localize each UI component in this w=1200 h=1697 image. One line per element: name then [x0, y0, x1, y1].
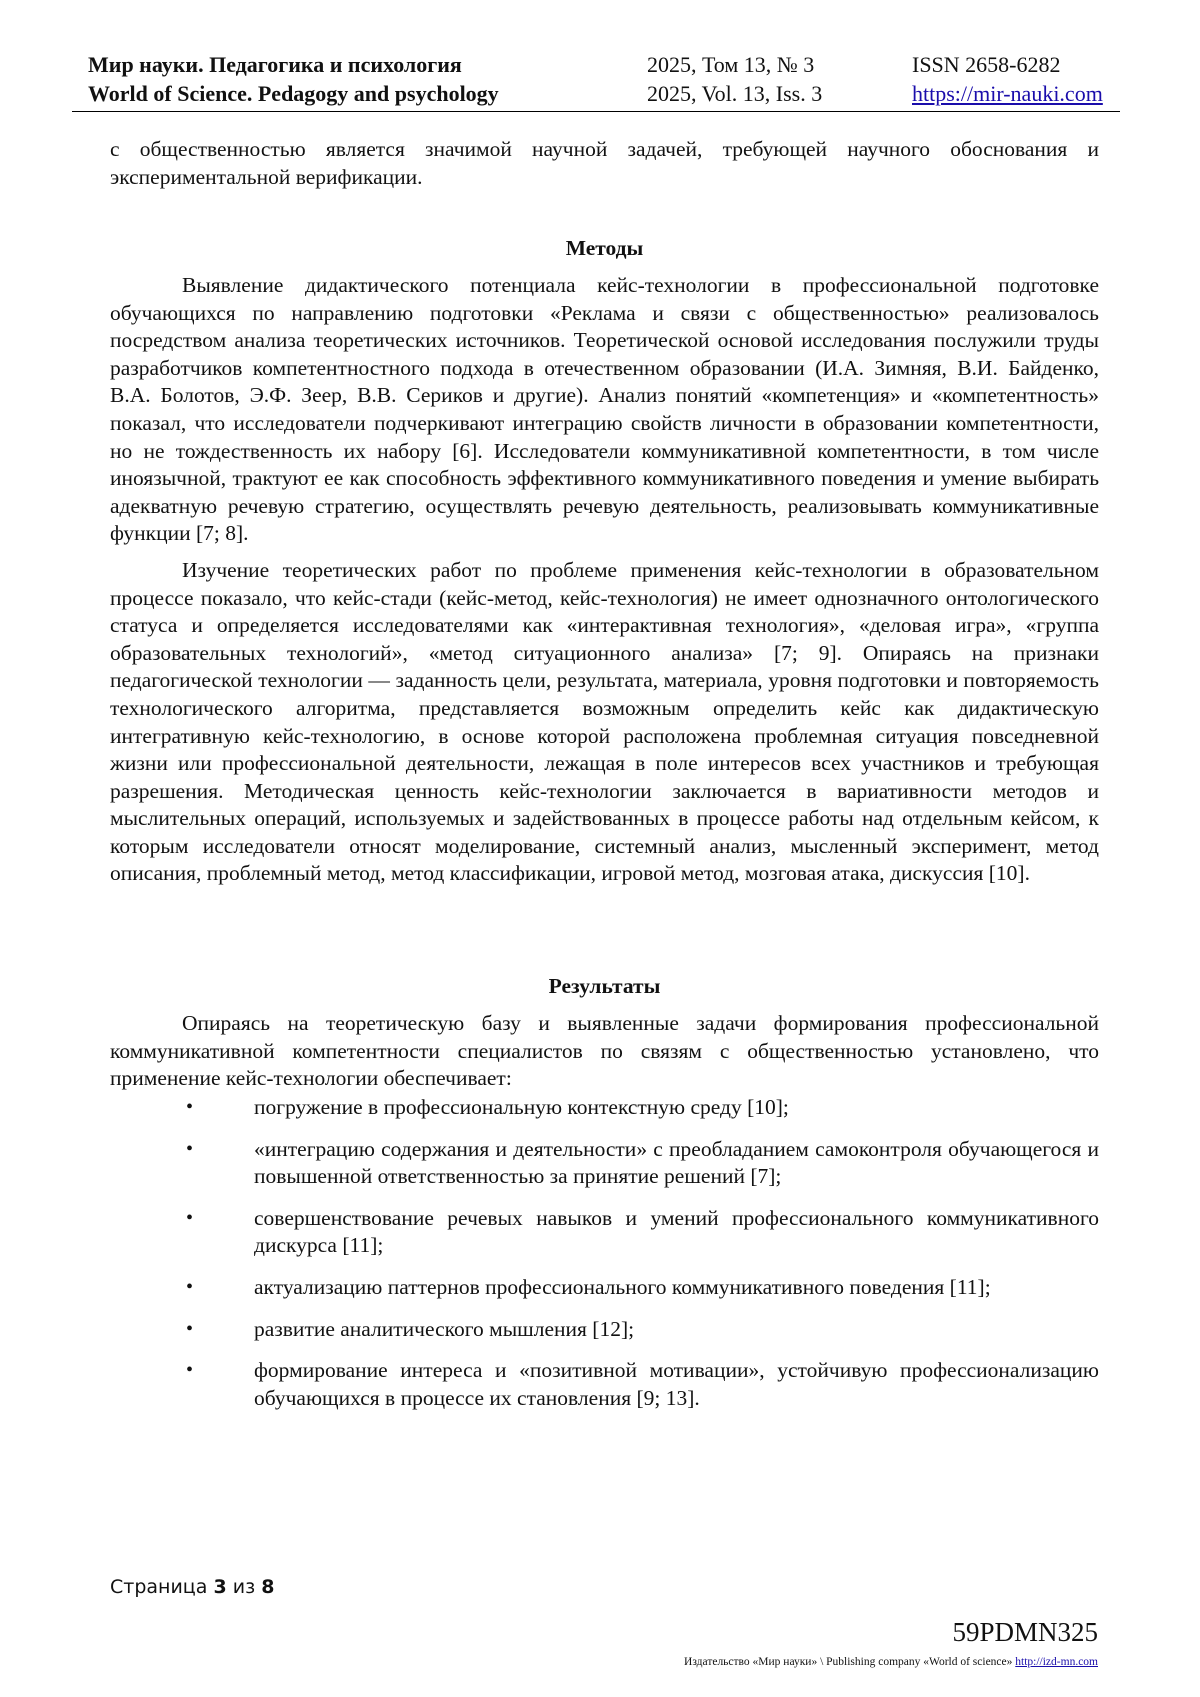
- bullet-icon: •: [186, 1096, 194, 1118]
- results-paragraph-1: Опираясь на теоретическую базу и выявленные задачи формирования профессиональной коммуникативной компетентности специалистов по связям с общественностью установлено, что применение кейс-технологии обеспечивает:: [110, 1011, 1099, 1091]
- journal-identifiers: [912, 50, 1103, 108]
- intro-paragraph: с общественностью является значимой научной задачей, требующей научного обоснования и экспериментальной верификации.: [110, 137, 1099, 189]
- journal-url-link[interactable]: https://mir-nauki.com: [912, 81, 1103, 106]
- list-item: • «интеграцию содержания и деятельности» с преобладанием самоконтроля обучающегося и повышенной ответственностью за принятие решений [7];: [186, 1136, 1099, 1189]
- page-number: Страница 3 из 8: [110, 1576, 275, 1598]
- journal-title-ru: Мир науки. Педагогика и психология: [88, 52, 462, 77]
- results-bullet-list: [110, 1094, 1099, 1426]
- publisher-url-link[interactable]: http://izd-mn.com: [1015, 1656, 1098, 1668]
- list-item: • актуализацию паттернов профессионального коммуникативного поведения [11];: [110, 1274, 1099, 1302]
- methods-paragraph-1: Выявление дидактического потенциала кейс-технологии в профессиональной подготовке обучающихся по направлению подготовки «Реклама и связи с общественностью» реализовалось посредством анализа теоретических источников. Теоретической основой исследования послужили труды разработчиков компетентностного подхода в отечественном образовании (И.А. Зимняя, В.И. Байденко, В.А. Болотов, Э.Ф. Зеер, В.В. Сериков и другие). Анализ понятий «компетенция» и «компетентность» показал, что исследователи подчеркивают интеграцию свойств личности в образовании компетентности, но не тождественность их набору [6]. Исследователи коммуникативной компетентности, в том числе иноязычной, трактуют ее как способность эффективного коммуникативного поведения и умение выбирать адекватную речевую стратегию, осуществлять речевую деятельность, реализовывать коммуникативные функции [7; 8].: [110, 273, 1099, 546]
- journal-issue: [647, 50, 822, 108]
- issue-ru: 2025, Том 13, № 3: [647, 52, 815, 77]
- bullet-icon: •: [186, 1275, 194, 1298]
- issn: ISSN 2658-6282: [912, 52, 1061, 77]
- list-item: • совершенствование речевых навыков и умений профессионального коммуникативного дискурса [11];: [186, 1205, 1099, 1258]
- results-intro: [110, 1010, 1099, 1093]
- publisher-line: Издательство «Мир науки» \ Publishing company «World of science» http://izd-mn.com: [684, 1656, 1098, 1668]
- journal-title-en: World of Science. Pedagogy and psychology: [88, 81, 499, 106]
- journal-title: [88, 50, 499, 108]
- list-item: • формирование интереса и «позитивной мотивации», устойчивую профессионализацию обучающихся в процессе их становления [9; 13].: [186, 1358, 1099, 1410]
- header-divider: [72, 111, 1120, 112]
- journal-header: [72, 50, 1120, 112]
- methods-section: [110, 272, 1099, 888]
- bullet-icon: •: [186, 1317, 194, 1340]
- list-item: • погружение в профессиональную контекстную среду [10];: [110, 1094, 1099, 1122]
- methods-paragraph-2: Изучение теоретических работ по проблеме применения кейс-технологии в образовательном процессе показало, что кейс-стади (кейс-метод, кейс-технология) не имеет однозначного онтологического статуса и определяется исследователями как «интерактивная технология», «деловая игра», «группа образовательных технологий», «метод ситуационного анализа» [7; 9]. Опираясь на признаки педагогической технологии — заданность цели, результата, материала, уровня подготовки и повторяемость технологического алгоритма, представляется возможным определить кейс как дидактическую интегративную кейс-технологию, в основе которой расположена проблемная ситуация повседневной жизни или профессиональной деятельности, лежащая в поле интересов всех участников и требующая разрешения. Методическая ценность кейс-технологии заключается в вариативности методов и мыслительных операций, используемых и задействованных в процессе работы над отдельным кейсом, к которым исследователи относят моделирование, системный анализ, мысленный эксперимент, метод описания, проблемный метод, метод классификации, игровой метод, мозговая атака, дискуссия [10].: [110, 557, 1099, 886]
- bullet-icon: •: [186, 1359, 194, 1382]
- article-code: 59PDMN325: [952, 1617, 1098, 1647]
- bullet-icon: •: [186, 1206, 194, 1229]
- list-item: • развитие аналитического мышления [12];: [110, 1316, 1099, 1344]
- issue-en: 2025, Vol. 13, Iss. 3: [647, 81, 823, 106]
- methods-heading: Методы: [565, 236, 644, 260]
- results-heading: Результаты: [548, 974, 661, 998]
- bullet-icon: •: [186, 1137, 194, 1160]
